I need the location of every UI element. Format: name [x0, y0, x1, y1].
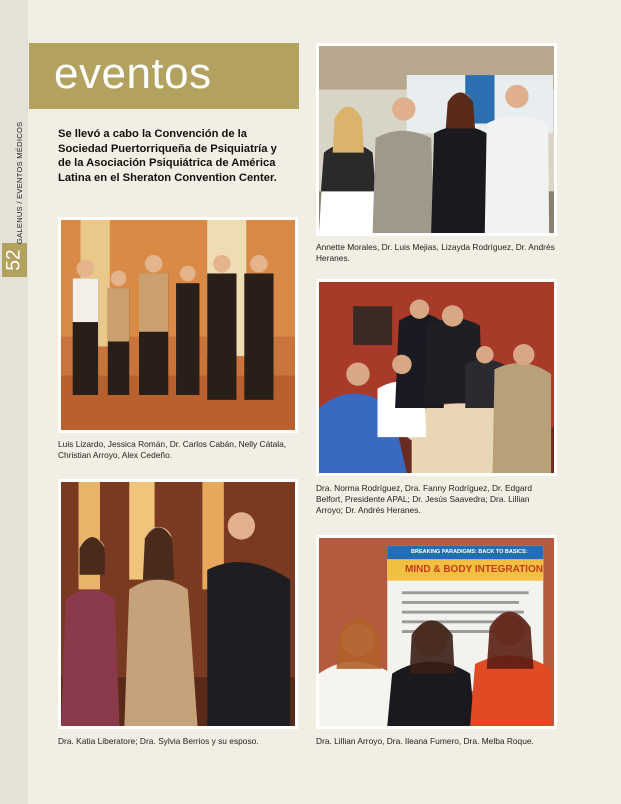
photo-caption: Luis Lizardo, Jessica Román, Dr. Carlos Cabán, Nelly Cátala, Christian Arroyo, Alex Cedeño.: [58, 439, 287, 460]
photo-group-six: [58, 217, 298, 433]
photo-caption: Dra. Katia Liberatore; Dra. Sylvia Berrios y su esposo.: [58, 736, 259, 746]
photo-caption: Annette Morales, Dr. Luis Mejias, Lizayda Rodríguez, Dr. Andrés Heranes.: [316, 242, 555, 263]
poster-header: BREAKING PARADIGMS: BACK TO BASICS:: [411, 549, 528, 555]
intro-text: Se llevó a cabo la Convención de la Sociedad Puertorriqueña de Psiquiatría y de la Asociación Psiquiátrica de América Latina en el Sheraton Convention Center.: [58, 128, 277, 184]
poster-title: MIND & BODY INTEGRATION: [405, 564, 543, 575]
photo-reception-trio: [58, 479, 298, 729]
photo-convention-four: [316, 43, 557, 236]
photo-table-group: [316, 279, 557, 476]
photo-caption: Dra. Lillian Arroyo, Dra. Ileana Fumero, Dra. Melba Roque.: [316, 736, 534, 746]
photo-caption: Dra. Norma Rodríguez, Dra. Fanny Rodríguez, Dr. Edgard Belfort, Presidente APAL; Dr. Jesús Saavedra; Dra. Lillian Arroyo; Dr. Andrés Heranes.: [316, 483, 532, 515]
page-title: eventos: [54, 49, 212, 98]
photo-poster-trio: [316, 535, 557, 729]
title-banner: [29, 43, 299, 109]
page-number: 52: [2, 243, 27, 277]
side-strip: [0, 0, 28, 804]
